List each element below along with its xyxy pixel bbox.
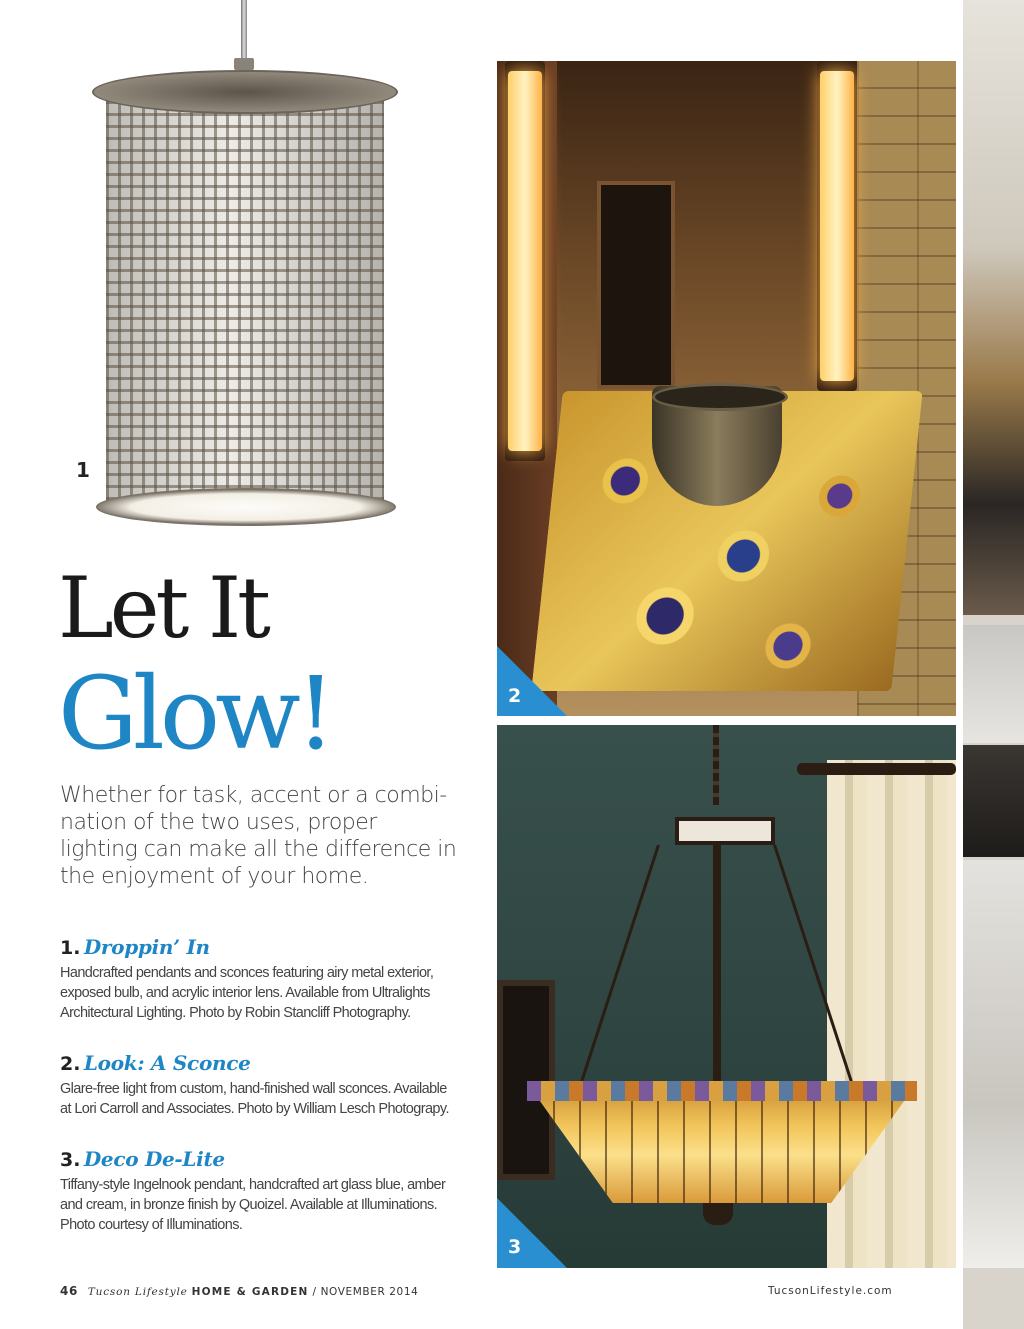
item-2 (60, 1050, 450, 1119)
strip-kitchen-photo (963, 0, 1024, 615)
lamp-shade-top (92, 70, 398, 114)
footer-separator: / (312, 1286, 317, 1298)
strip-shelf-photo (963, 745, 1024, 857)
headline-line-1: Let It (58, 559, 267, 657)
photo2-vessel-sink-rim (652, 383, 788, 411)
photo-label-2: 2 (508, 685, 522, 707)
photo3-chain-left (577, 845, 660, 1093)
photo3-picture-frame (497, 980, 555, 1180)
headline-line-2: Glow! (58, 655, 331, 772)
photo-label-3: 3 (508, 1236, 522, 1258)
adjacent-page-strip (963, 0, 1024, 1329)
photo3-curtain (827, 760, 956, 1268)
photo2-doorway (597, 181, 675, 389)
page-footer (60, 1284, 418, 1298)
item-1 (60, 934, 450, 1023)
lamp-shade-body (106, 92, 384, 512)
lamp-rod (241, 0, 247, 62)
item-2-text: Glare-free light from custom, hand-finished wall sconces. Available at Lori Carroll and Associates. Photo by William Lesch Photograpy. (60, 1081, 449, 1117)
sconce-photo (497, 61, 956, 716)
item-3-title: Deco De-Lite (83, 1147, 225, 1171)
photo2-sconce-right (820, 71, 854, 381)
tiffany-pendant-photo (497, 725, 956, 1268)
item-1-title: Droppin’ In (83, 935, 210, 959)
photo3-curtain-rod (797, 763, 956, 775)
intro-paragraph: Whether for task, accent or a combi-nation of the two uses, proper lighting can make all the difference in the enjoyment of your home. (60, 783, 457, 889)
item-3-number: 3. (60, 1149, 81, 1171)
item-2-heading (60, 1050, 450, 1079)
page-number: 46 (60, 1284, 78, 1298)
website-url: TucsonLifestyle.com (768, 1285, 893, 1297)
item-1-number: 1. (60, 937, 81, 959)
pendant-photo (0, 0, 480, 540)
photo3-finial (703, 1203, 733, 1225)
item-3 (60, 1146, 450, 1235)
photo3-stem (713, 841, 721, 1101)
issue-date: NOVEMBER 2014 (320, 1286, 419, 1298)
lamp-rod-cap (234, 58, 254, 70)
photo2-sconce-left (508, 71, 542, 451)
photo3-chain (713, 725, 719, 805)
photo3-shade-band (527, 1081, 917, 1101)
item-1-heading (60, 934, 450, 963)
strip-marble-photo (963, 625, 1024, 743)
section-name: HOME & GARDEN (191, 1286, 309, 1298)
magazine-name: Tucson Lifestyle (87, 1286, 188, 1298)
item-3-text: Tiffany-style Ingelnook pendant, handcrafted art glass blue, amber and cream, in bronze finish by Quoizel. Available at Illuminations. Photo courtesy of Illuminations. (60, 1177, 446, 1233)
lamp-shade-bottom (96, 488, 396, 526)
item-1-text: Handcrafted pendants and sconces featuring airy metal exterior, exposed bulb, and acrylic interior lens. Available from Ultralights Architectural Lighting. Photo by Robin Stancliff Photography. (60, 965, 434, 1021)
strip-interior-photo (963, 860, 1024, 1268)
photo3-canopy (675, 817, 775, 845)
item-2-number: 2. (60, 1053, 81, 1075)
item-2-title: Look: A Sconce (83, 1051, 251, 1075)
item-3-heading (60, 1146, 450, 1175)
photo-label-1: 1 (76, 458, 90, 482)
